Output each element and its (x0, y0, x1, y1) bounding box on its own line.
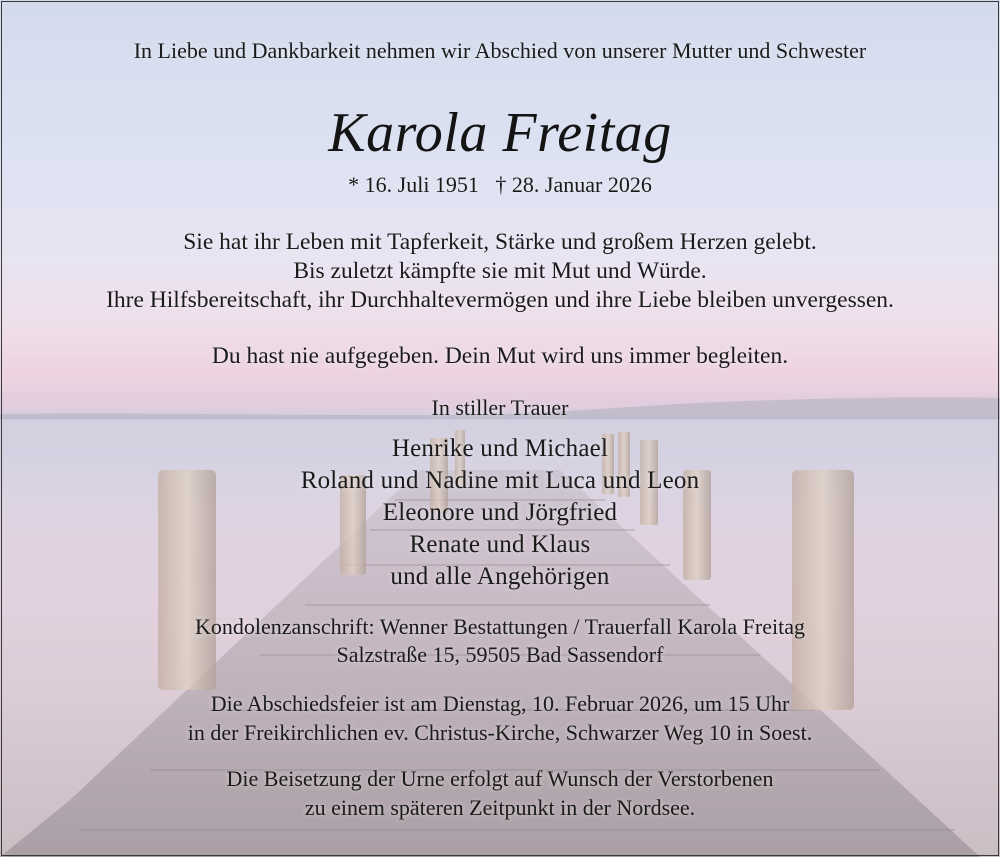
condolence-address: Kondolenzanschrift: Wenner Bestattungen / Trauerfall Karola Freitag (195, 614, 805, 639)
poem-line: Ihre Hilfsbereitschaft, ihr Durchhaltevermögen und ihre Liebe bleiben unvergessen. (106, 287, 894, 313)
mourner-name: Eleonore und Jörgfried (382, 499, 618, 526)
poem-line: Bis zuletzt kämpfte sie mit Mut und Würde. (293, 258, 707, 284)
intro-line: In Liebe und Dankbarkeit nehmen wir Abschied von unserer Mutter und Schwester (133, 38, 867, 63)
mourner-name: Renate und Klaus (409, 531, 591, 558)
poem-line: Sie hat ihr Leben mit Tapferkeit, Stärke und großem Herzen gelebt. (183, 229, 817, 255)
mourner-name: Henrike und Michael (391, 435, 609, 462)
condolence-address: Salzstraße 15, 59505 Bad Sassendorf (336, 642, 664, 667)
ceremony-info: Die Abschiedsfeier ist am Dienstag, 10. Februar 2026, um 15 Uhr (210, 691, 790, 716)
mourner-name: und alle Angehörigen (390, 563, 610, 590)
deceased-name: Karola Freitag (328, 102, 672, 164)
ceremony-info: in der Freikirchlichen ev. Christus-Kirche, Schwarzer Weg 10 in Soest. (187, 720, 813, 745)
burial-info: zu einem späteren Zeitpunkt in der Nordsee. (304, 795, 696, 820)
burial-info: Die Beisetzung der Urne erfolgt auf Wunsch der Verstorbenen (226, 766, 774, 791)
life-dates: * 16. Juli 1951 † 28. Januar 2026 (348, 172, 652, 197)
mourning-label: In stiller Trauer (431, 395, 569, 420)
quote-line: Du hast nie aufgegeben. Dein Mut wird uns immer begleiten. (211, 343, 789, 369)
mourner-name: Roland und Nadine mit Luca und Leon (300, 467, 700, 494)
